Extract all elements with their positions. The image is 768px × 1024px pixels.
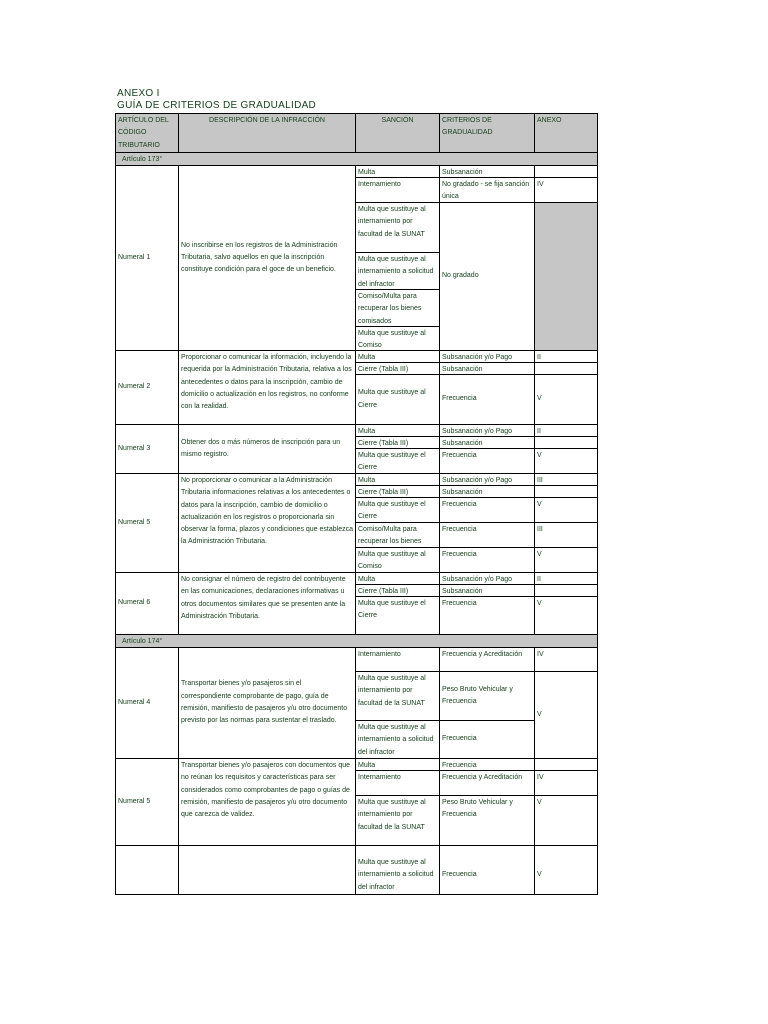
anexo-cell-shaded — [534, 202, 598, 351]
criterio-cell: Subsanación y/o Pago — [439, 572, 535, 585]
criterio-cell: Frecuencia — [439, 845, 535, 895]
sancion-cell: Multa — [355, 350, 440, 363]
sancion-cell: Multa — [355, 758, 440, 771]
description-cell: Transportar bienes y/o pasajeros con documentos que no reúnan los requisitos y características para ser considerados como comprobantes de pago o guías de remisión, manifiesto de pasajeros y/u otro documento que carezca de validez. — [178, 758, 356, 846]
anexo-cell: IV — [534, 770, 598, 796]
gradualidad-table — [115, 113, 598, 895]
criterio-cell: Frecuencia — [439, 522, 535, 548]
articulo-cell: Numeral 4 — [115, 647, 179, 759]
criterio-cell: Frecuencia — [439, 596, 535, 635]
articulo-cell: Numeral 5 — [115, 758, 179, 846]
section-row-art173: Artículo 173° — [115, 152, 598, 166]
anexo-cell: IV — [534, 177, 598, 203]
articulo-cell: Numeral 5 — [115, 473, 179, 573]
anexo-cell: IV — [534, 647, 598, 672]
criterio-cell: No gradado — [439, 202, 535, 351]
description-cell — [178, 845, 356, 895]
guide-heading: GUÍA DE CRITERIOS DE GRADUALIDAD — [117, 100, 317, 111]
anexo-cell: V — [534, 671, 598, 759]
anexo-cell: V — [534, 374, 598, 425]
criterio-cell: Frecuencia — [439, 374, 535, 425]
criterio-cell: Subsanación — [439, 485, 535, 498]
sancion-cell: Multa que sustituye al internamiento a solicitud del infractor — [355, 720, 440, 759]
sancion-cell: Multa que sustituye al internamiento por facultad de la SUNAT — [355, 202, 440, 253]
col-header-criterios: CRITERIOS DE GRADUALIDAD — [439, 113, 535, 153]
anexo-cell: V — [534, 497, 598, 523]
description-cell: No inscribirse en los registros de la Administración Tributaria, salvo aquellos en que la inscripción constituye condición para el goce de un beneficio. — [178, 165, 356, 351]
sancion-cell: Internamiento — [355, 770, 440, 796]
col-header-articulo: ARTÍCULO DEL CÓDIGO TRIBUTARIO — [115, 113, 179, 153]
sancion-cell: Multa — [355, 424, 440, 437]
criterio-cell: Subsanación — [439, 362, 535, 375]
criterio-cell: Peso Bruto Vehicular y Frecuencia — [439, 671, 535, 721]
anexo-cell: V — [534, 596, 598, 635]
anexo-cell: II — [534, 572, 598, 585]
description-cell: Transportar bienes y/o pasajeros sin el correspondiente comprobante de pago, guía de remisión, manifiesto de pasajeros y/u otro documento previsto por las normas para sustentar el traslado. — [178, 647, 356, 759]
sancion-cell: Multa que sustituye al Comiso — [355, 547, 440, 573]
articulo-cell: Numeral 1 — [115, 165, 179, 351]
sancion-cell: Cierre (Tabla III) — [355, 584, 440, 597]
anexo-cell: III — [534, 473, 598, 486]
sancion-cell: Multa — [355, 165, 440, 178]
criterio-cell: Subsanación — [439, 165, 535, 178]
sancion-cell: Cierre (Tabla III) — [355, 362, 440, 375]
sancion-cell: Internamiento — [355, 177, 440, 203]
anexo-cell: III — [534, 522, 598, 548]
description-cell: No proporcionar o comunicar a la Administración Tributaria informaciones relativas a los antecedentes o datos para la inscripción, cambio de domicilio o actualización en los registros o proporcionarla sin observar la forma, plazos y condiciones que establezca la Administración Tributaria. — [178, 473, 356, 573]
articulo-cell: Numeral 3 — [115, 424, 179, 474]
sancion-cell: Multa que sustituye el Cierre — [355, 448, 440, 474]
criterio-cell: Frecuencia — [439, 448, 535, 474]
anexo-cell: V — [534, 795, 598, 846]
description-cell: Obtener dos o más números de inscripción para un mismo registro. — [178, 424, 356, 474]
sancion-cell: Cierre (Tabla III) — [355, 485, 440, 498]
articulo-cell — [115, 845, 179, 895]
sancion-cell: Multa que sustituye al internamiento por facultad de la SUNAT — [355, 795, 440, 846]
sancion-cell: Internamiento — [355, 647, 440, 672]
criterio-cell: Frecuencia — [439, 758, 535, 771]
sancion-cell: Multa que sustituye al Comiso — [355, 326, 440, 351]
sancion-cell: Multa — [355, 473, 440, 486]
sancion-cell: Multa que sustituye al internamiento a solicitud del infractor — [355, 252, 440, 290]
anexo-cell: V — [534, 448, 598, 474]
sancion-cell: Multa que sustituye al internamiento por facultad de la SUNAT — [355, 671, 440, 721]
annex-heading: ANEXO I — [117, 88, 160, 99]
criterio-cell: Frecuencia y Acreditación — [439, 770, 535, 796]
criterio-cell: Frecuencia — [439, 547, 535, 573]
sancion-cell: Cierre (Tabla III) — [355, 436, 440, 449]
sancion-cell: Multa que sustituye el Cierre — [355, 497, 440, 523]
anexo-cell: II — [534, 350, 598, 363]
criterio-cell: Frecuencia y Acreditación — [439, 647, 535, 672]
criterio-cell: Frecuencia — [439, 720, 535, 759]
sancion-cell: Multa que sustituye al internamiento a solicitud del infractor — [355, 845, 440, 895]
sancion-cell: Multa que sustituye al Cierre — [355, 374, 440, 425]
criterio-cell: Subsanación — [439, 436, 535, 449]
anexo-cell: V — [534, 547, 598, 573]
anexo-cell: V — [534, 845, 598, 895]
criterio-cell: Peso Bruto Vehicular y Frecuencia — [439, 795, 535, 846]
sancion-cell: Multa que sustituye el Cierre — [355, 596, 440, 635]
criterio-cell: Subsanación — [439, 584, 535, 597]
anexo-cell: II — [534, 424, 598, 437]
description-cell: Proporcionar o comunicar la información, incluyendo la requerida por la Administración Tributaria, relativa a los antecedentes o datos para la inscripción, cambio de domicilio o actualización en los registros, no conforme con la realidad. — [178, 350, 356, 425]
section-row-art174: Artículo 174° — [115, 634, 598, 648]
criterio-cell: No gradado - se fija sanción única — [439, 177, 535, 203]
sancion-cell: Multa — [355, 572, 440, 585]
col-header-descripcion: DESCRIPCIÓN DE LA INFRACCIÓN — [178, 113, 356, 153]
criterio-cell: Subsanación y/o Pago — [439, 424, 535, 437]
articulo-cell: Numeral 2 — [115, 350, 179, 425]
col-header-sancion: SANCIÓN — [355, 113, 440, 153]
criterio-cell: Frecuencia — [439, 497, 535, 523]
sancion-cell: Comiso/Multa para recuperar los bienes comisados — [355, 289, 440, 327]
description-cell: No consignar el número de registro del contribuyente en las comunicaciones, declaraciones informativas u otros documentos similares que se presenten ante la Administración Tributaria. — [178, 572, 356, 635]
col-header-anexo: ANEXO — [534, 113, 598, 153]
criterio-cell: Subsanación y/o Pago — [439, 350, 535, 363]
sancion-cell: Comiso/Multa para recuperar los bienes — [355, 522, 440, 548]
criterio-cell: Subsanación y/o Pago — [439, 473, 535, 486]
articulo-cell: Numeral 6 — [115, 572, 179, 635]
